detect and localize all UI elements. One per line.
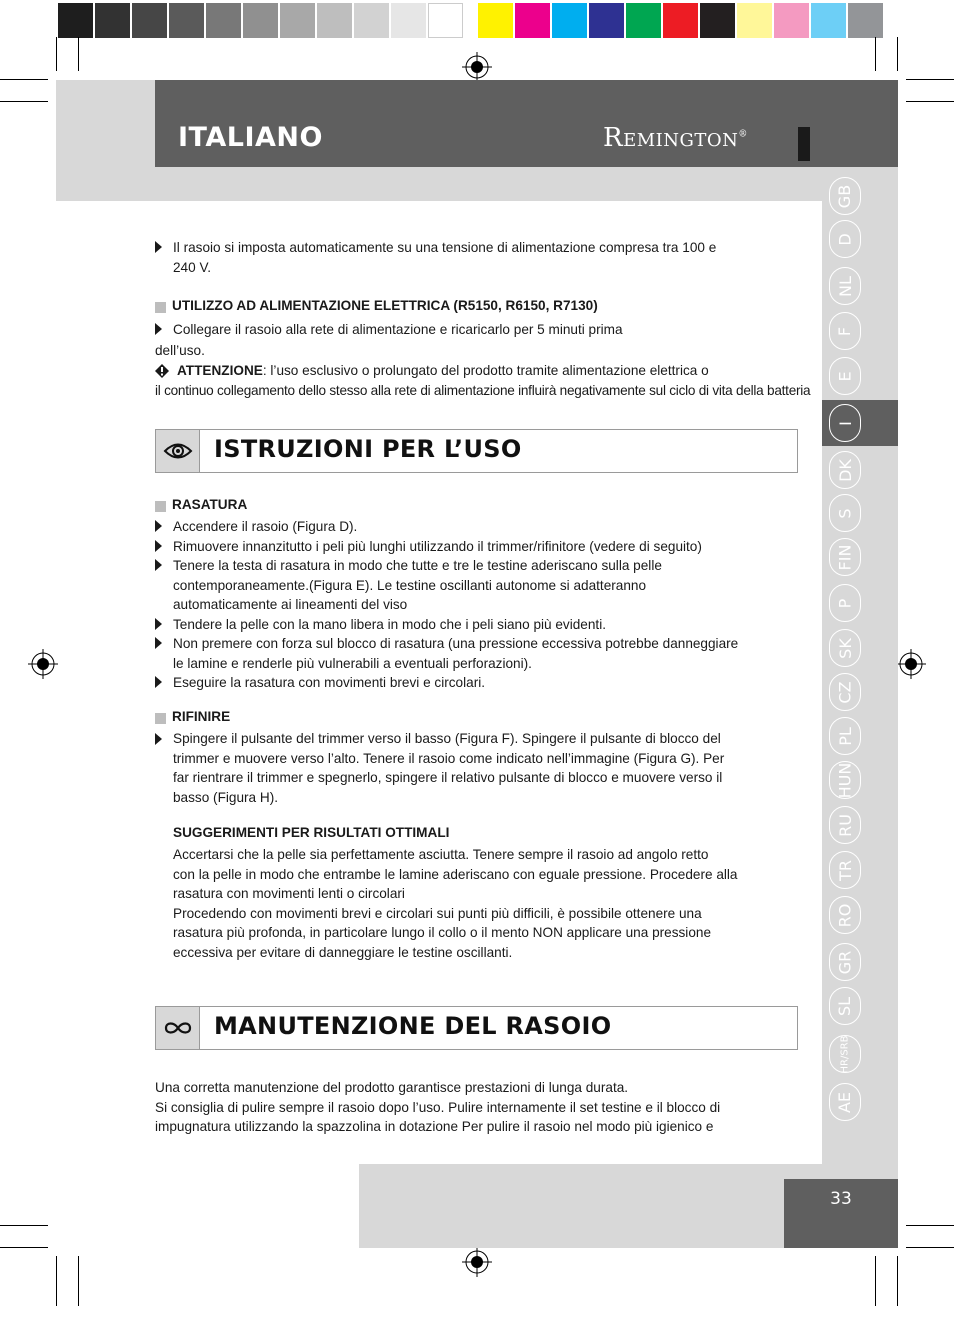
swatch <box>354 3 389 38</box>
swatch <box>169 3 204 38</box>
language-tab-pl[interactable] <box>829 717 861 755</box>
registration-mark-icon <box>462 52 492 82</box>
language-tab-label: S <box>835 507 855 519</box>
swatch <box>626 3 661 38</box>
warning-label: ATTENZIONE <box>177 363 263 378</box>
brand-registered-mark: ® <box>738 129 748 140</box>
language-tab-label: TR <box>835 859 855 881</box>
text-line: rasatura con movimenti lenti o circolari <box>173 886 405 901</box>
bullet-arrow-icon <box>155 323 162 335</box>
text-line: Collegare il rasoio alla rete di alimentazione e ricaricarlo per 5 minuti prima <box>173 322 623 337</box>
page-number: 33 <box>784 1179 898 1248</box>
text-line: con la pelle in modo che entrambe le lamine aderiscano con eguale pressione. Procedere alla <box>173 866 738 882</box>
bullet-arrow-icon <box>155 559 162 571</box>
swatch <box>848 3 883 38</box>
square-bullet-icon <box>155 713 166 724</box>
swatch <box>58 3 93 38</box>
tips-text <box>173 845 738 962</box>
list-item <box>173 556 662 615</box>
text-line: Tendere la pelle con la mano libera in modo che i peli siano più evidenti. <box>173 616 607 632</box>
language-tab-label: HUN <box>835 762 855 798</box>
language-tab-label: CZ <box>835 680 855 704</box>
language-tab-label: DK <box>835 458 855 482</box>
language-tab-label: P <box>835 598 855 608</box>
language-tab-ru[interactable] <box>829 806 861 844</box>
swatch <box>737 3 772 38</box>
crop-mark <box>78 1256 79 1306</box>
text-line: Si consiglia di pulire sempre il rasoio dopo l’uso. Pulire internamente il set testine e il blocco di <box>155 1099 721 1115</box>
language-tab-i[interactable] <box>829 404 861 442</box>
crop-mark <box>0 79 48 80</box>
crop-mark <box>0 1225 48 1226</box>
section-title: ISTRUZIONI PER L’USO <box>214 435 522 463</box>
bullet-arrow-icon <box>155 733 162 745</box>
section-header-istruzioni <box>155 429 798 473</box>
crop-mark <box>56 37 57 71</box>
crop-mark <box>875 1256 876 1306</box>
language-title: ITALIANO <box>178 122 323 153</box>
bullet-arrow-icon <box>155 241 162 253</box>
list-item <box>173 673 485 693</box>
list-item <box>173 537 702 557</box>
text-line: Accendere il rasoio (Figura D). <box>173 519 358 534</box>
text-line: Eseguire la rasatura con movimenti brevi e circolari. <box>173 675 486 690</box>
language-tab-label: D <box>835 232 855 246</box>
text-line: rasatura più profonda, in particolare lungo il collo o il mento NON applicare una pressione <box>173 925 712 940</box>
section-icon-cell <box>156 1007 200 1049</box>
language-tab-fin[interactable] <box>829 538 861 576</box>
language-tab-tr[interactable] <box>829 851 861 889</box>
swatch <box>428 3 463 38</box>
text-line: basso (Figura H). <box>173 789 279 805</box>
crop-mark <box>0 1247 48 1248</box>
section-header-manutenzione <box>155 1006 798 1050</box>
section-title: MANUTENZIONE DEL RASOIO <box>214 1012 612 1040</box>
language-tab-sl[interactable] <box>829 987 861 1025</box>
swatch <box>132 3 167 38</box>
language-tab-s[interactable] <box>829 494 861 532</box>
language-tab-label: RU <box>835 813 855 837</box>
text-line: trimmer e muovere verso l’alto. Tenere il rasoio come indicato nell’immagine (Figura G). Per <box>173 750 725 766</box>
crop-mark <box>78 37 79 71</box>
swatch <box>589 3 624 38</box>
registration-mark-icon <box>462 1247 492 1277</box>
language-tab-label: AE <box>835 1091 855 1113</box>
language-tab-gb[interactable] <box>829 177 861 215</box>
eye-icon <box>163 441 193 461</box>
intro-text <box>173 238 716 277</box>
warning-icon <box>155 364 169 378</box>
shaving-heading: RASATURA <box>172 497 248 512</box>
language-tab-nl[interactable] <box>829 267 861 305</box>
color-calibration-bar <box>58 3 885 38</box>
swatch <box>243 3 278 38</box>
text-line: il continuo collegamento dello stesso alla rete di alimentazione influirà negativamente sul ciclo di vita della batteria <box>155 383 811 398</box>
crop-mark <box>897 37 898 71</box>
crop-mark <box>906 79 954 80</box>
language-tab-e[interactable] <box>829 357 861 395</box>
language-tab-label: SK <box>835 637 855 659</box>
language-tab-dk[interactable] <box>829 451 861 489</box>
text-line: Accertarsi che la pelle sia perfettamente asciutta. Tenere sempre il rasoio ad angolo retto <box>173 847 709 862</box>
crop-mark <box>56 1256 57 1306</box>
trimming-heading: RIFINIRE <box>172 709 231 724</box>
swatch <box>206 3 241 38</box>
swatch <box>391 3 426 38</box>
tips-heading: SUGGERIMENTI PER RISULTATI OTTIMALI <box>173 825 450 840</box>
text-line: far rientrare il trimmer e spegnerlo, spingere il relativo pulsante di blocco e muovere verso il <box>173 770 723 785</box>
text-line: 240 V. <box>173 259 212 275</box>
swatch <box>552 3 587 38</box>
language-tab-hun[interactable] <box>829 761 861 799</box>
bullet-arrow-icon <box>155 676 162 688</box>
language-tab-label: E <box>835 370 855 382</box>
language-tab-label: RO <box>835 903 855 927</box>
square-bullet-icon <box>155 302 166 313</box>
brand-name: Remington <box>603 123 739 153</box>
text-line: impugnatura utilizzando la spazzolina in dotazione Per pulire il rasoio nel modo più igienico e <box>155 1119 714 1134</box>
bullet-arrow-icon <box>155 520 162 532</box>
swatch <box>663 3 698 38</box>
language-tab-label: SL <box>835 996 855 1016</box>
text-line: Tenere la testa di rasatura in modo che tutte e tre le testine aderiscano sulla pelle <box>173 558 662 573</box>
square-bullet-icon <box>155 501 166 512</box>
mains-heading: UTILIZZO AD ALIMENTAZIONE ELETTRICA (R5150, R6150, R7130) <box>172 298 598 313</box>
swatch <box>317 3 352 38</box>
text-line: Rimuovere innanzitutto i peli più lunghi utilizzando il trimmer/rifinitore (vedere di seguito) <box>173 538 702 554</box>
trimming-text <box>173 729 724 807</box>
text-line: contemporaneamente.(Figura E). Le testine oscillanti autonome si adatteranno <box>173 577 647 593</box>
bullet-arrow-icon <box>155 618 162 630</box>
crop-mark <box>906 1225 954 1226</box>
language-tab-f[interactable] <box>829 312 861 350</box>
brand-bar <box>798 127 810 161</box>
text-line: Procedendo con movimenti brevi e circolari sui punti più difficili, è possibile ottenere una <box>173 905 702 921</box>
text-line: Spingere il pulsante del trimmer verso il basso (Figura F). Spingere il pulsante di blocco del <box>173 731 721 746</box>
language-tab-label: F <box>835 326 855 336</box>
language-tab-p[interactable] <box>829 584 861 622</box>
section-icon-cell <box>156 430 200 472</box>
swatch <box>280 3 315 38</box>
language-tab-d[interactable] <box>829 220 861 258</box>
crop-mark <box>906 101 954 102</box>
crop-mark <box>875 37 876 71</box>
language-tab-gr[interactable] <box>829 943 861 981</box>
swatch <box>515 3 550 38</box>
language-tab-label: HR/SRB <box>839 1035 851 1073</box>
crop-mark <box>897 1256 898 1306</box>
language-tab-label: PL <box>835 726 855 746</box>
swatch <box>811 3 846 38</box>
infinity-icon <box>163 1020 193 1036</box>
text-line: Una corretta manutenzione del prodotto garantisce prestazioni di lunga durata. <box>155 1080 629 1095</box>
language-tab-sk[interactable] <box>829 629 861 667</box>
registration-mark-icon <box>28 649 58 679</box>
text-line: Il rasoio si imposta automaticamente su una tensione di alimentazione compresa tra 100 e <box>173 240 717 255</box>
text-line: : l’uso esclusivo o prolungato del prodotto tramite alimentazione elettrica o <box>262 363 709 378</box>
language-tab-label: GB <box>835 184 855 208</box>
list-item <box>173 615 606 635</box>
crop-mark <box>0 101 48 102</box>
language-tab-ro[interactable] <box>829 896 861 934</box>
list-item <box>173 517 357 537</box>
language-tab-label: FIN <box>835 544 855 570</box>
bullet-arrow-icon <box>155 637 162 649</box>
swatch <box>774 3 809 38</box>
crop-mark <box>906 1247 954 1248</box>
language-tab-label: NL <box>835 275 855 297</box>
swatch <box>95 3 130 38</box>
registration-mark-icon <box>896 649 926 679</box>
language-tab-hr-srb[interactable] <box>829 1035 861 1073</box>
text-line: Non premere con forza sul blocco di rasatura (una pressione eccessiva potrebbe danneggiare <box>173 636 739 651</box>
warning-text <box>177 361 709 381</box>
swatch <box>700 3 735 38</box>
brand-logo <box>603 123 748 153</box>
language-tab-cz[interactable] <box>829 673 861 711</box>
language-tab-ae[interactable] <box>829 1083 861 1121</box>
text-line: dell’uso. <box>155 343 205 358</box>
maintenance-text <box>155 1078 720 1137</box>
text-line: le lamine e renderle più vulnerabili a eventuali perforazioni). <box>173 655 532 671</box>
bullet-arrow-icon <box>155 540 162 552</box>
language-tab-label: I <box>835 420 855 426</box>
swatch <box>478 3 513 38</box>
text-line: eccessiva per evitare di danneggiare le testine oscillanti. <box>173 944 513 960</box>
text-line: automaticamente ai lineamenti del viso <box>173 597 408 612</box>
language-tab-label: GR <box>835 950 855 974</box>
list-item <box>173 634 738 673</box>
